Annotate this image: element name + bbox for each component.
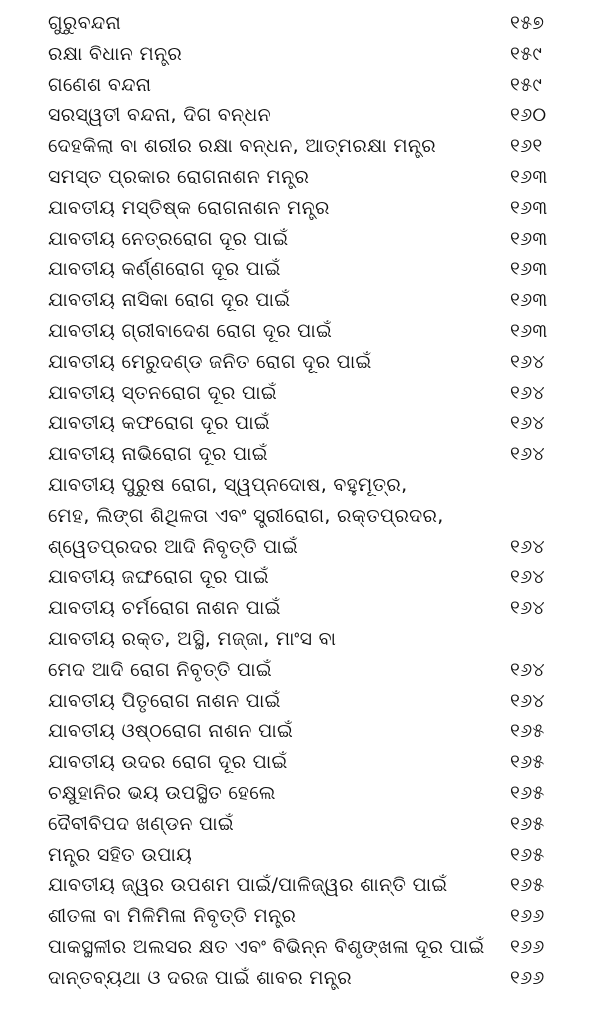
toc-entry <box>0 254 600 285</box>
toc-entry <box>0 408 600 439</box>
entry-title: ଯାବତୀୟ ପୁରୁଷ ରୋଗ, ସ୍ୱପ୍ନଦୋଷ, ବହୁମୂତ୍ର, <box>48 473 408 496</box>
entry-page-number: ୧୬୩ <box>510 227 548 250</box>
toc-entry <box>0 316 600 347</box>
toc-entry <box>0 686 600 717</box>
toc-entry <box>0 285 600 316</box>
entry-title: ଚକ୍ଷୁହାନିର ଭୟ ଉପସ୍ଥିତ ହେଲେ <box>48 781 276 804</box>
toc-entry <box>0 655 600 686</box>
entry-title: ଯାବତୀୟ ନାଭିରୋଗ ଦୂର ପାଇଁ <box>48 443 268 466</box>
entry-page-number: ୧୬୪ <box>510 535 545 558</box>
entry-page-number: ୧୬୫ <box>510 812 545 835</box>
toc-entry <box>0 870 600 901</box>
entry-title: ଯାବତୀୟ ପିତୃରୋଗ ନାଶନ ପାଇଁ <box>48 689 281 712</box>
entry-title: ଯାବତୀୟ ସ୍ତନରୋଗ ଦୂର ପାଇଁ <box>48 381 277 404</box>
toc-entry <box>0 624 600 655</box>
entry-title: ଯାବତୀୟ ଉଦର ରୋଗ ଦୂର ପାଇଁ <box>48 751 288 774</box>
entry-page-number: ୧୬୬ <box>510 905 545 928</box>
entry-title: ଯାବତୀୟ ନେତ୍ରରୋଗ ଦୂର ପାଇଁ <box>48 227 289 250</box>
entry-title: ପାକସ୍ଥଳୀର ଅଲସର କ୍ଷତ ଏବଂ ବିଭିନ୍ନ ବିଶୃଙ୍ଖଳା ଦୂର ପାଇଁ <box>48 935 485 958</box>
toc-entry <box>0 809 600 840</box>
toc-entry <box>0 347 600 378</box>
toc-entry <box>0 470 600 501</box>
entry-page-number: ୧୬୩ <box>510 196 548 219</box>
toc-entry <box>0 501 600 532</box>
toc-entry <box>0 747 600 778</box>
toc-entry <box>0 8 600 39</box>
entry-page-number: ୧୬୪ <box>510 412 545 435</box>
entry-title: ଶୀତଳା ବା ମିଳିମିଳା ନିବୃତ୍ତି ମନ୍ତ୍ର <box>48 905 297 928</box>
entry-title: ମନ୍ତ୍ର ସହିତ ଉପାୟ <box>48 843 193 866</box>
entry-page-number: ୧୬୫ <box>510 843 545 866</box>
toc-entry <box>0 70 600 101</box>
entry-page-number: ୧୬୪ <box>510 566 545 589</box>
entry-title: ଯାବତୀୟ ମସ୍ତିଷ୍କ ରୋଗନାଶନ ମନ୍ତ୍ର <box>48 196 330 219</box>
entry-title: ଦେହକିଲା ବା ଶରୀର ରକ୍ଷା ବନ୍ଧନ, ଆତ୍ମରକ୍ଷା ମନ୍ତ୍ର <box>48 135 436 158</box>
entry-title: ସରସ୍ୱତୀ ବନ୍ଦନା, ଦିଗ ବନ୍ଧନ <box>48 104 271 127</box>
entry-page-number: ୧୫୯ <box>510 73 543 96</box>
toc-entry <box>0 562 600 593</box>
table-of-contents <box>0 8 600 994</box>
entry-page-number: ୧୬୫ <box>510 874 545 897</box>
entry-title: ମେହ, ଲିଙ୍ଗ ଶିଥିଳତା ଏବଂ ସ୍ତ୍ରୀରୋଗ, ରକ୍ତପ୍ରଦର, <box>48 504 444 527</box>
entry-page-number: ୧୬୪ <box>510 658 545 681</box>
entry-title: ଦାନ୍ତବ୍ୟଥା ଓ ଦରଜ ପାଇଁ ଶାବର ମନ୍ତ୍ର <box>48 966 352 989</box>
entry-page-number: ୧୬୪ <box>510 350 545 373</box>
entry-page-number: ୧୬୩ <box>510 165 548 188</box>
toc-entry <box>0 131 600 162</box>
entry-title: ସମସ୍ତ ପ୍ରକାର ରୋଗନାଶନ ମନ୍ତ୍ର <box>48 165 310 188</box>
entry-title: ଯାବତୀୟ ଚର୍ମରୋଗ ନାଶନ ପାଇଁ <box>48 597 281 620</box>
entry-page-number: ୧୬୬ <box>510 966 545 989</box>
entry-page-number: ୧୬୫ <box>510 720 545 743</box>
toc-entry <box>0 439 600 470</box>
toc-entry <box>0 532 600 563</box>
toc-entry <box>0 963 600 994</box>
entry-page-number: ୧୬୩ <box>510 289 548 312</box>
toc-entry <box>0 778 600 809</box>
toc-entry <box>0 162 600 193</box>
entry-page-number: ୧୬୪ <box>510 597 545 620</box>
entry-title: ଯାବତୀୟ ମେରୁଦଣ୍ଡ ଜନିତ ରୋଗ ଦୂର ପାଇଁ <box>48 350 372 373</box>
entry-page-number: ୧୬୬ <box>510 935 545 958</box>
entry-page-number: ୧୬୪ <box>510 689 545 712</box>
toc-entry <box>0 224 600 255</box>
entry-page-number: ୧୬୫ <box>510 781 545 804</box>
entry-page-number: ୧୬୪ <box>510 443 545 466</box>
entry-page-number: ୧୫୭ <box>510 12 545 34</box>
entry-page-number: ୧୬୦ <box>510 104 547 127</box>
toc-entry <box>0 840 600 871</box>
entry-page-number: ୧୬୪ <box>510 381 545 404</box>
toc-entry <box>0 932 600 963</box>
entry-title: ଗୁରୁବନ୍ଦନା <box>48 12 122 34</box>
entry-title: ଦୈବୀବିପଦ ଖଣ୍ଡନ ପାଇଁ <box>48 812 235 835</box>
entry-page-number: ୧୬୩ <box>510 319 548 342</box>
toc-entry <box>0 39 600 70</box>
entry-page-number: ୧୬୧ <box>510 135 543 158</box>
entry-title: ଯାବତୀୟ ଜଙ୍ଘରୋଗ ଦୂର ପାଇଁ <box>48 566 270 589</box>
entry-title: ଯାବତୀୟ କର୍ଣ୍ଣରୋଗ ଦୂର ପାଇଁ <box>48 258 281 281</box>
entry-title: ଯାବତୀୟ ଜ୍ୱର ଉପଶମ ପାଇଁ/ପାଳିଜ୍ୱର ଶାନ୍ତି ପାଇଁ <box>48 874 448 897</box>
toc-entry <box>0 193 600 224</box>
toc-entry <box>0 716 600 747</box>
toc-entry <box>0 593 600 624</box>
entry-title: ରକ୍ଷା ବିଧାନ ମନ୍ତ୍ର <box>48 42 183 65</box>
entry-title: ଯାବତୀୟ ନାସିକା ରୋଗ ଦୂର ପାଇଁ <box>48 289 291 312</box>
entry-title: ଯାବତୀୟ ଗ୍ରୀବାଦେଶ ରୋଗ ଦୂର ପାଇଁ <box>48 319 333 342</box>
entry-title: ଯାବତୀୟ କଫରୋଗ ଦୂର ପାଇଁ <box>48 412 270 435</box>
toc-entry <box>0 100 600 131</box>
toc-entry <box>0 901 600 932</box>
toc-entry <box>0 378 600 409</box>
entry-page-number: ୧୬୫ <box>510 751 545 774</box>
entry-title: ଯାବତୀୟ ଓଷ୍ଠରୋଗ ନାଶନ ପାଇଁ <box>48 720 294 743</box>
entry-page-number: ୧୬୩ <box>510 258 548 281</box>
entry-title: ଗଣେଶ ବନ୍ଦନା <box>48 73 152 96</box>
entry-title: ଶ୍ୱେତପ୍ରଦର ଆଦି ନିବୃତ୍ତି ପାଇଁ <box>48 535 299 558</box>
entry-title: ମେଦ ଆଦି ରୋଗ ନିବୃତ୍ତି ପାଇଁ <box>48 658 272 681</box>
entry-page-number: ୧୫୯ <box>510 42 543 65</box>
entry-title: ଯାବତୀୟ ରକ୍ତ, ଅସ୍ଥି, ମଜ୍ଜା, ମାଂସ ବା <box>48 627 337 650</box>
